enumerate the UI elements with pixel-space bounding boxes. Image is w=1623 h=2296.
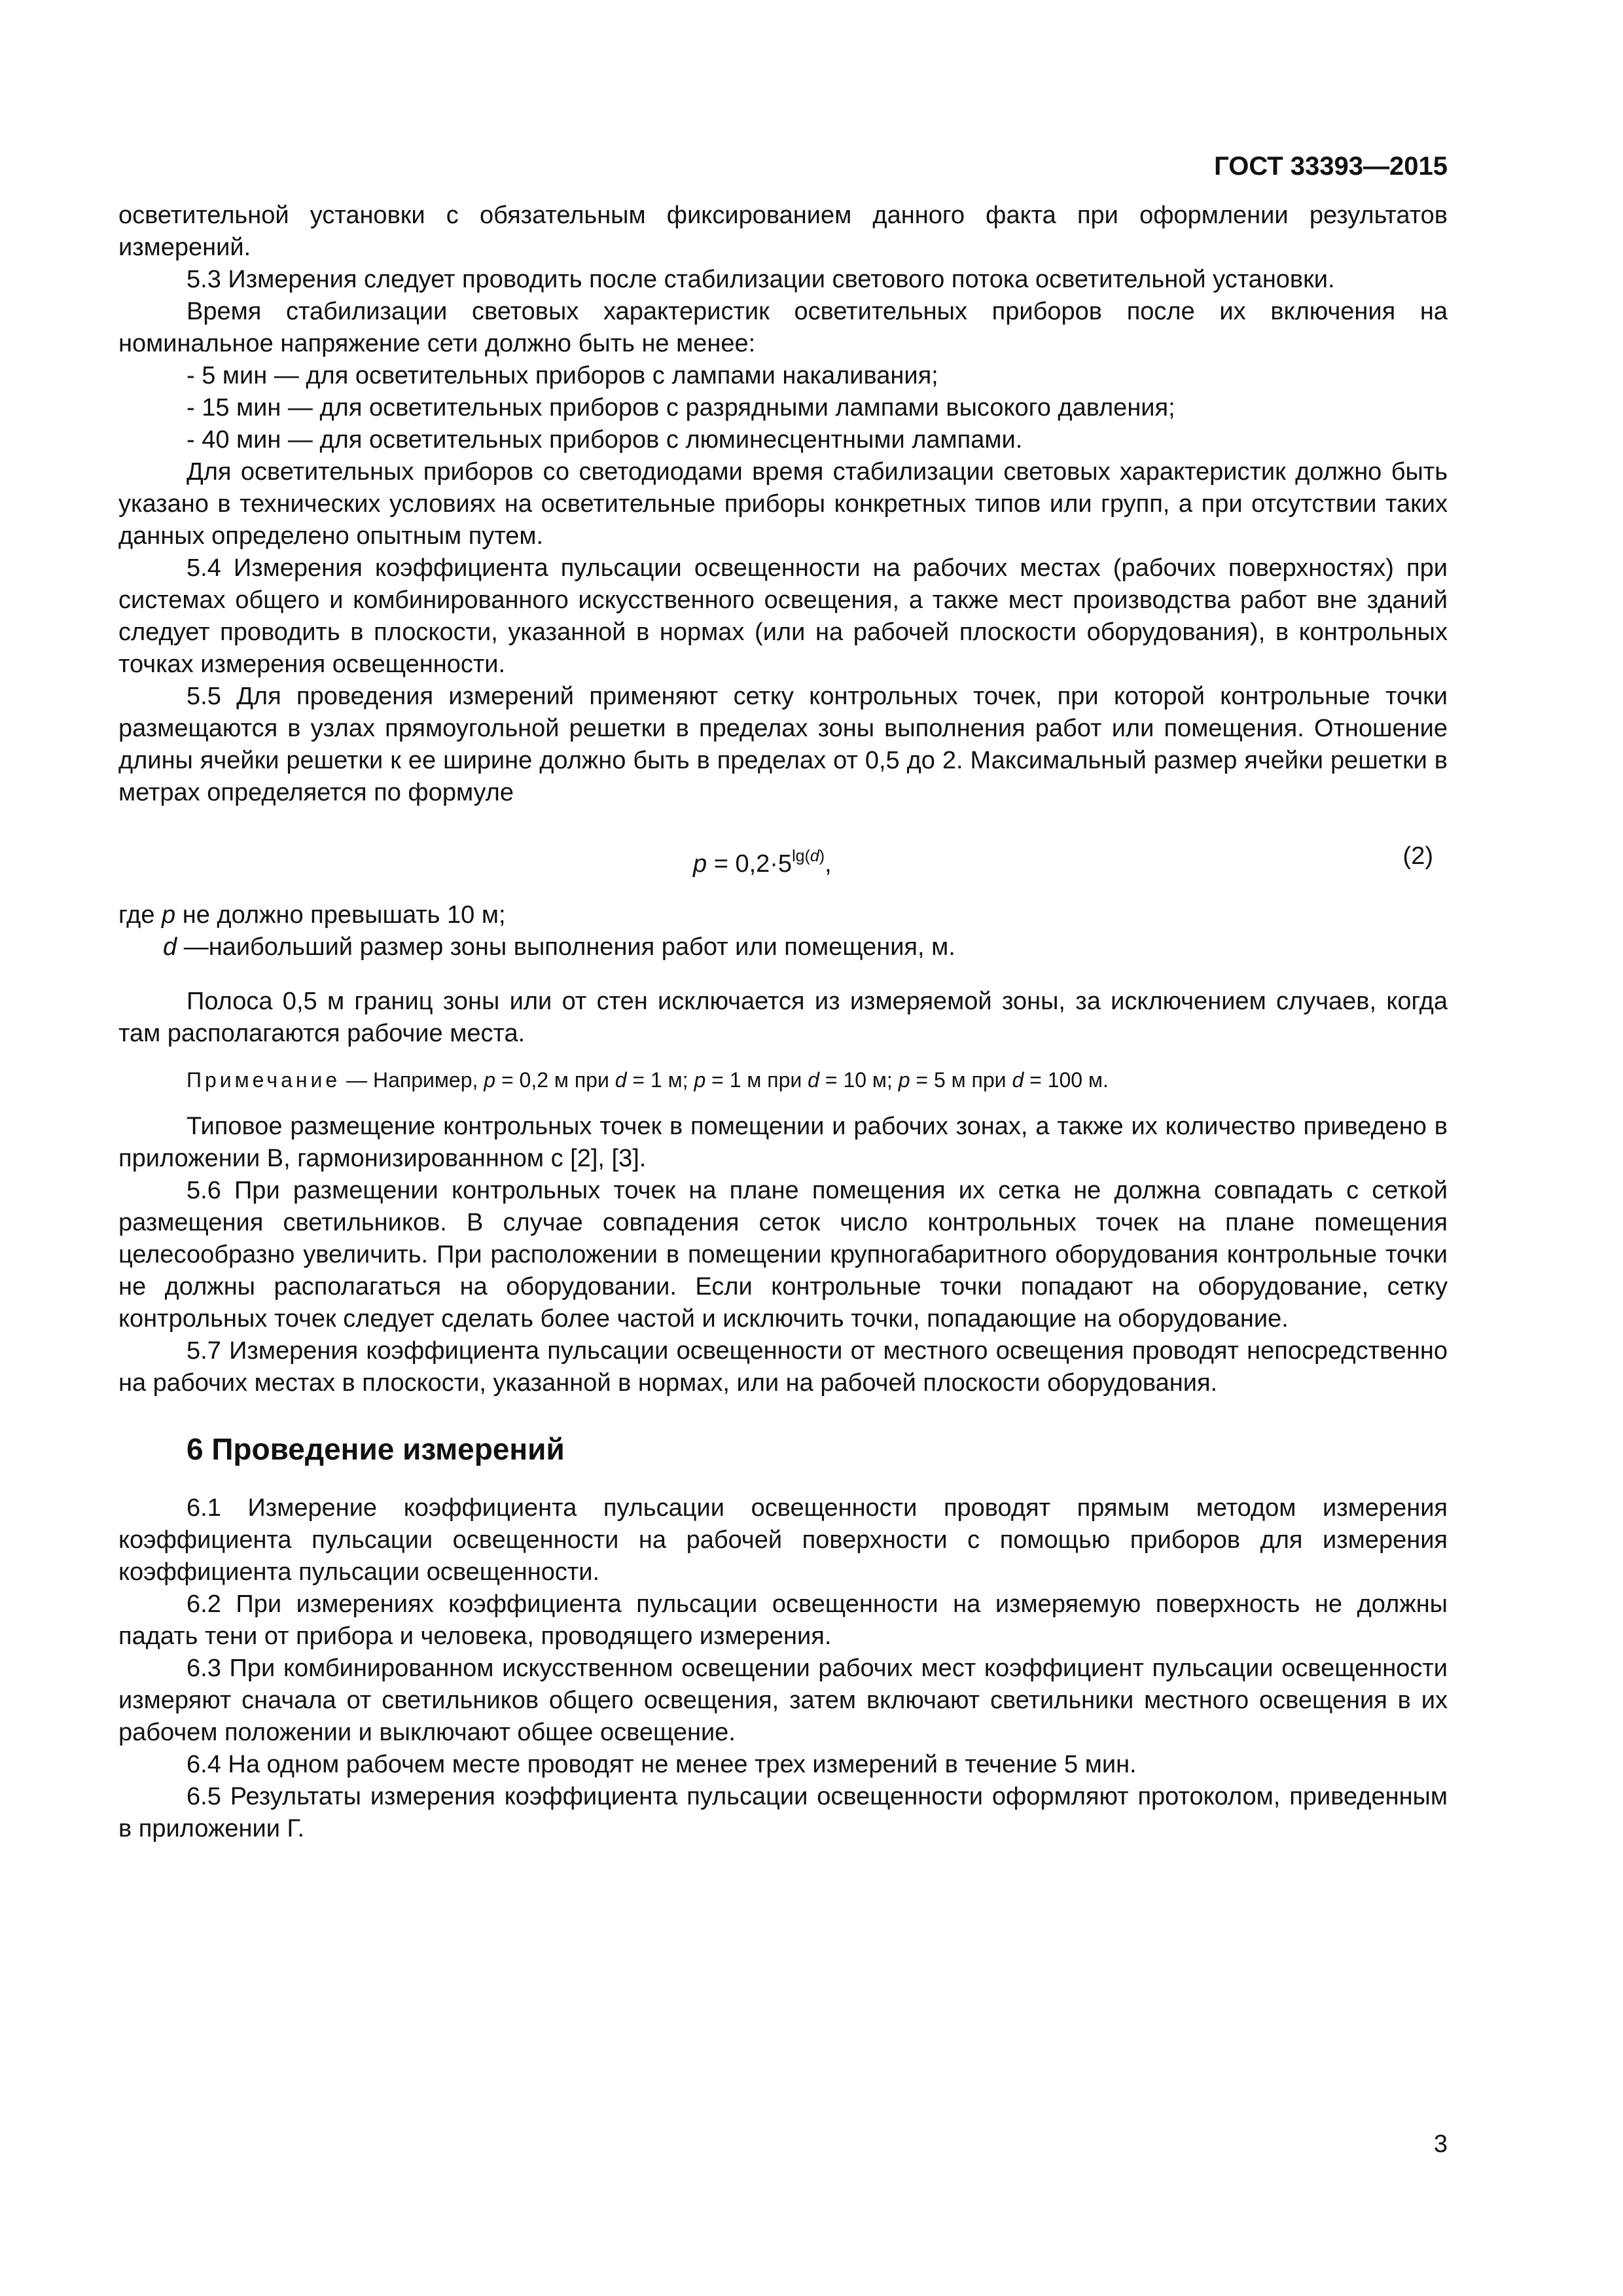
exponent-lg: lg( [792,847,810,865]
note-var: d [1012,1068,1024,1092]
note-label: Примечание [187,1068,341,1092]
formula-number: (2) [1402,842,1433,870]
where-d-description: —наибольший размер зоны выполнения работ или помещения, м. [177,933,955,961]
document-header [1214,151,1448,182]
where-p-description: не должно превышать 10 м; [175,901,506,929]
note-var: p [898,1068,910,1092]
note-text: = 100 м. [1024,1068,1109,1092]
note-text: = 1 м; [626,1068,694,1092]
note-text: = 5 м при [910,1068,1012,1092]
formula-comma: , [825,850,832,878]
list-item: - 40 мин — для осветительных приборов с люминесцентными лампами. [187,426,1023,454]
exponent-close: ) [819,847,825,865]
page-number: 3 [1433,2130,1448,2158]
note-var: d [615,1068,627,1092]
formula-where-line-2 [118,931,1448,963]
document-id: ГОСТ 33393—2015 [1214,152,1448,181]
list-item: - 5 мин — для осветительных приборов с лампами накаливания; [187,362,938,389]
paragraph-led: Для осветительных приборов со светодиодами время стабилизации световых характеристик должно быть указано в технических условиях на осветительные приборы конкретных типов или групп, а при отсутствии таких данных определено опытным путем. [118,458,1448,550]
paragraph-6-2: 6.2 При измерениях коэффициента пульсации освещенности на измеряемую поверхность не должны падать тени от прибора и человека, проводящего измерения. [118,1590,1448,1650]
formula-expression [693,831,832,889]
page-body [118,200,1448,2287]
paragraph-5-3: 5.3 Измерения следует проводить после стабилизации светового потока осветительной установки. [187,266,1335,293]
note-text: = 1 м при [705,1068,808,1092]
paragraph-6-3: 6.3 При комбинированном искусственном освещении рабочих мест коэффициент пульсации освещенности измеряют сначала от светильников общего освещения, затем включают светильники местного освещения в их рабочем положении и выключают общее освещение. [118,1655,1448,1746]
formula-body: = 0,2·5 [707,850,793,878]
where-lead: где [118,901,162,929]
formula-2 [118,831,1448,881]
paragraph-6-5: 6.5 Результаты измерения коэффициента пульсации освещенности оформляют протоколом, приведенным в приложении Г. [118,1783,1448,1842]
note [118,1064,1448,1096]
paragraph-5-4: 5.4 Измерения коэффициента пульсации освещенности на рабочих местах (рабочих поверхностях) при системах общего и комбинированного искусственного освещения, а также мест производства работ вне зданий следует проводить в плоскости, указанной в нормах (или на рабочей плоскости оборудования), в контрольных точках измерения освещенности. [118,554,1448,678]
where-var-d: d [163,933,177,961]
note-text: = 0,2 м при [495,1068,615,1092]
section-heading: 6 Проведение измерений [187,1432,565,1466]
formula-exponent [792,847,825,865]
paragraph-strip: Полоса 0,5 м границ зоны или от стен исключается из измеряемой зоны, за исключением случаев, когда там располагаются рабочие места. [118,988,1448,1047]
paragraph-continuation: осветительной установки с обязательным фиксированием данного факта при оформлении результатов измерений. [118,202,1448,261]
paragraph-5-6: 5.6 При размещении контрольных точек на плане помещения их сетка не должна совпадать с сеткой размещения светильников. В случае совпадения сеток число контрольных точек на плане помещения целесообразно увеличить. При расположении в помещении крупногабаритного оборудования контрольные точки не должны располагаться на оборудовании. Если контрольные точки попадают на оборудование, сетку контрольных точек следует сделать более частой и исключить точки, попадающие на оборудование. [118,1177,1448,1333]
note-var: p [484,1068,496,1092]
paragraph-stabilization-time: Время стабилизации световых характеристик осветительных приборов после их включения на номинальное напряжение сети должно быть не менее: [118,298,1448,357]
paragraph-6-4: 6.4 На одном рабочем месте проводят не менее трех измерений в течение 5 мин. [187,1751,1137,1778]
paragraph-typical-placement: Типовое размещение контрольных точек в помещении и рабочих зонах, а также их количество приведено в приложении В, гармонизированнном с [2], [3]. [118,1113,1448,1172]
list-item: - 15 мин — для осветительных приборов с разрядными лампами высокого давления; [187,394,1175,422]
formula-where-line-1 [118,899,1448,931]
formula-var-p: p [693,850,707,878]
note-var: p [694,1068,706,1092]
exponent-var-d: d [810,847,819,865]
note-text: — Например, [340,1068,484,1092]
paragraph-5-5: 5.5 Для проведения измерений применяют сетку контрольных точек, при которой контрольные точки размещаются в узлах прямоугольной решетки в пределах зоны выполнения работ или помещения. Отношение длины ячейки решетки к ее ширине должно быть в пределах от 0,5 до 2. Максимальный размер ячейки решетки в метрах определяется по формуле [118,683,1448,806]
note-var: d [808,1068,819,1092]
paragraph-6-1: 6.1 Измерение коэффициента пульсации освещенности проводят прямым методом измерения коэффициента пульсации освещенности на рабочей поверхности с помощью приборов для измерения коэффициента пульсации освещенности. [118,1494,1448,1586]
note-text: = 10 м; [819,1068,899,1092]
paragraph-5-7: 5.7 Измерения коэффициента пульсации освещенности от местного освещения проводят непосредственно на рабочих местах в плоскости, указанной в нормах, или на рабочей плоскости оборудования. [118,1337,1448,1397]
where-var-p: p [162,901,176,929]
